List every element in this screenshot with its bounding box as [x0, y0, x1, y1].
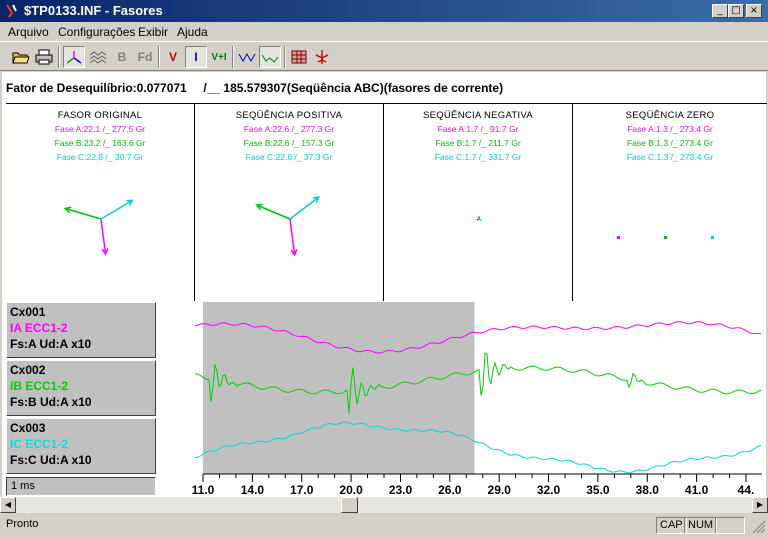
wave-i-icon[interactable] [259, 46, 281, 68]
axis-tick-label: 20.0 [339, 483, 363, 496]
panel-sequencia-zero [573, 104, 767, 301]
channel-label-3[interactable] [6, 418, 156, 474]
menu-configuracoes[interactable]: Configurações [58, 25, 136, 39]
panel-fasor-original [6, 104, 195, 301]
axis-tick-label: 23.0 [388, 483, 413, 496]
time-scale-box[interactable]: 1 ms [6, 477, 156, 496]
v-button[interactable]: V [168, 50, 177, 64]
scroll-right-button[interactable]: ▶ [752, 497, 768, 513]
waveform-area[interactable] [158, 302, 766, 496]
axis-tick-label: 14.0 [240, 483, 265, 496]
phase-c-value: Fase C:1.7 /_ 331.7 Gr [434, 152, 522, 162]
phase-c-value: Fase C:22.8 /_ 30.7 Gr [56, 152, 144, 162]
status-bar [0, 514, 768, 537]
channel-name: IA ECC1-2 [10, 321, 68, 335]
phasor-a [290, 219, 295, 255]
channel-label-2[interactable] [6, 360, 156, 416]
phase-b-value: Fase B:1.3 /_ 273.4 Gr [627, 138, 713, 148]
selection-region[interactable] [203, 302, 475, 474]
axis-tick-label: 44. [737, 483, 755, 496]
phasor-diagram [384, 174, 573, 300]
phasor-a [101, 219, 106, 254]
scroll-left-button[interactable]: ◀ [0, 497, 16, 513]
toolbar-separator [284, 46, 286, 68]
window-title: $TP0133.INF - Fasores [24, 3, 163, 18]
axis-tick-label: 32.0 [536, 483, 561, 496]
menu-bar [0, 22, 768, 41]
menu-exibir[interactable]: Exibir [138, 25, 169, 39]
toolbar [0, 41, 768, 71]
open-icon[interactable] [10, 46, 32, 68]
app-icon[interactable] [4, 3, 20, 19]
axis-tick-label: 38.0 [635, 483, 659, 496]
axis-tick-label: 17.0 [290, 483, 314, 496]
cap-indicator: CAP [656, 517, 687, 534]
i-button[interactable]: I [185, 46, 207, 68]
phase-b-value: Fase B:22.6 /_ 157.3 Gr [243, 138, 335, 148]
channel-id: Cx002 [10, 363, 46, 377]
axis-tick-label: 11.0 [191, 483, 215, 496]
panel-sequencia-positiva [195, 104, 384, 301]
phase-a-value: Fase A:1.3 /_ 273.4 Gr [627, 124, 713, 134]
time-axis [192, 474, 762, 496]
b-button[interactable]: B [117, 50, 127, 64]
panel-title: SEQÜÊNCIA ZERO [625, 110, 715, 121]
scroll-thumb[interactable] [341, 497, 358, 513]
maximize-button[interactable]: □ [728, 4, 744, 18]
toolbar-separator [58, 46, 60, 68]
phase-a-value: Fase A:22.1 /_ 277.5 Gr [54, 124, 146, 134]
panel-title: SEQÜÊNCIA POSITIVA [235, 110, 343, 121]
panel-sequencia-negativa [384, 104, 573, 301]
phase-a-value: Fase A:22.6 /_ 277.3 Gr [243, 124, 335, 134]
harmonic-icon[interactable] [87, 46, 109, 68]
grid-icon[interactable] [288, 46, 310, 68]
channel-info: Fs:A Ud:A x10 [10, 337, 92, 351]
channel-id: Cx003 [10, 421, 46, 435]
channel-name: IC ECC1-2 [10, 437, 69, 451]
phasor-b [65, 209, 101, 220]
phase-c-value: Fase C:22.6 /_ 37.3 Gr [245, 152, 333, 162]
status-empty-panel [715, 517, 745, 534]
menu-ajuda[interactable]: Ajuda [177, 25, 208, 39]
phasor-b [257, 205, 290, 219]
axis-tick-label: 35.0 [586, 483, 610, 496]
phase-c-value: Fase C:1.3 /_ 273.4 Gr [626, 152, 714, 162]
close-button[interactable]: × [746, 4, 762, 18]
phase-a-value: Fase A:1.7 /_ 91.7 Gr [437, 124, 519, 134]
phasor-diagram [195, 174, 384, 300]
print-icon[interactable] [33, 46, 55, 68]
channel-name: IB ECC1-2 [10, 379, 69, 393]
title-bar[interactable] [0, 0, 768, 22]
axis-tick-label: 29.0 [487, 483, 511, 496]
resize-grip-icon[interactable] [752, 520, 766, 534]
zero-dot-a [617, 236, 620, 239]
phasor-b [477, 219, 479, 220]
zero-dot-b [664, 236, 667, 239]
minimize-button[interactable]: _ [712, 4, 728, 18]
phasor-diagram [6, 174, 195, 300]
horizontal-scrollbar[interactable] [0, 497, 768, 513]
axis-tick-label: 26.0 [438, 483, 462, 496]
panel-title: FASOR ORIGINAL [57, 110, 143, 121]
menu-arquivo[interactable]: Arquivo [8, 25, 49, 39]
phase-b-value: Fase B:1.7 /_ 211.7 Gr [435, 138, 521, 148]
phasor-icon[interactable] [63, 46, 85, 68]
tree-icon[interactable] [311, 46, 333, 68]
num-indicator: NUM [684, 517, 717, 534]
fd-button[interactable]: Fd [137, 50, 153, 64]
channel-id: Cx001 [10, 305, 46, 319]
phase-b-value: Fase B:23.2 /_ 163.6 Gr [54, 138, 146, 148]
zero-dot-c [711, 236, 714, 239]
channel-info: Fs:C Ud:A x10 [10, 453, 92, 467]
toolbar-separator [232, 46, 234, 68]
channel-info: Fs:B Ud:A x10 [10, 395, 92, 409]
panel-title: SEQÜÊNCIA NEGATIVA [422, 110, 534, 121]
unbalance-factor-text: Fator de Desequilíbrio:0.077071 /__ 185.579307(Seqüência ABC)(fasores de corrente) [6, 81, 504, 95]
channel-label-1[interactable] [6, 302, 156, 358]
phasor-c [290, 197, 319, 219]
zero-sequence-dots [573, 174, 767, 300]
axis-tick-label: 41.0 [684, 483, 709, 496]
v-plus-i-button[interactable]: V+I [211, 51, 227, 63]
phasor-c [101, 200, 132, 219]
status-text: Pronto [6, 518, 39, 530]
phasor-c [479, 219, 481, 220]
wave-v-icon[interactable] [236, 46, 258, 68]
toolbar-separator [158, 46, 160, 68]
